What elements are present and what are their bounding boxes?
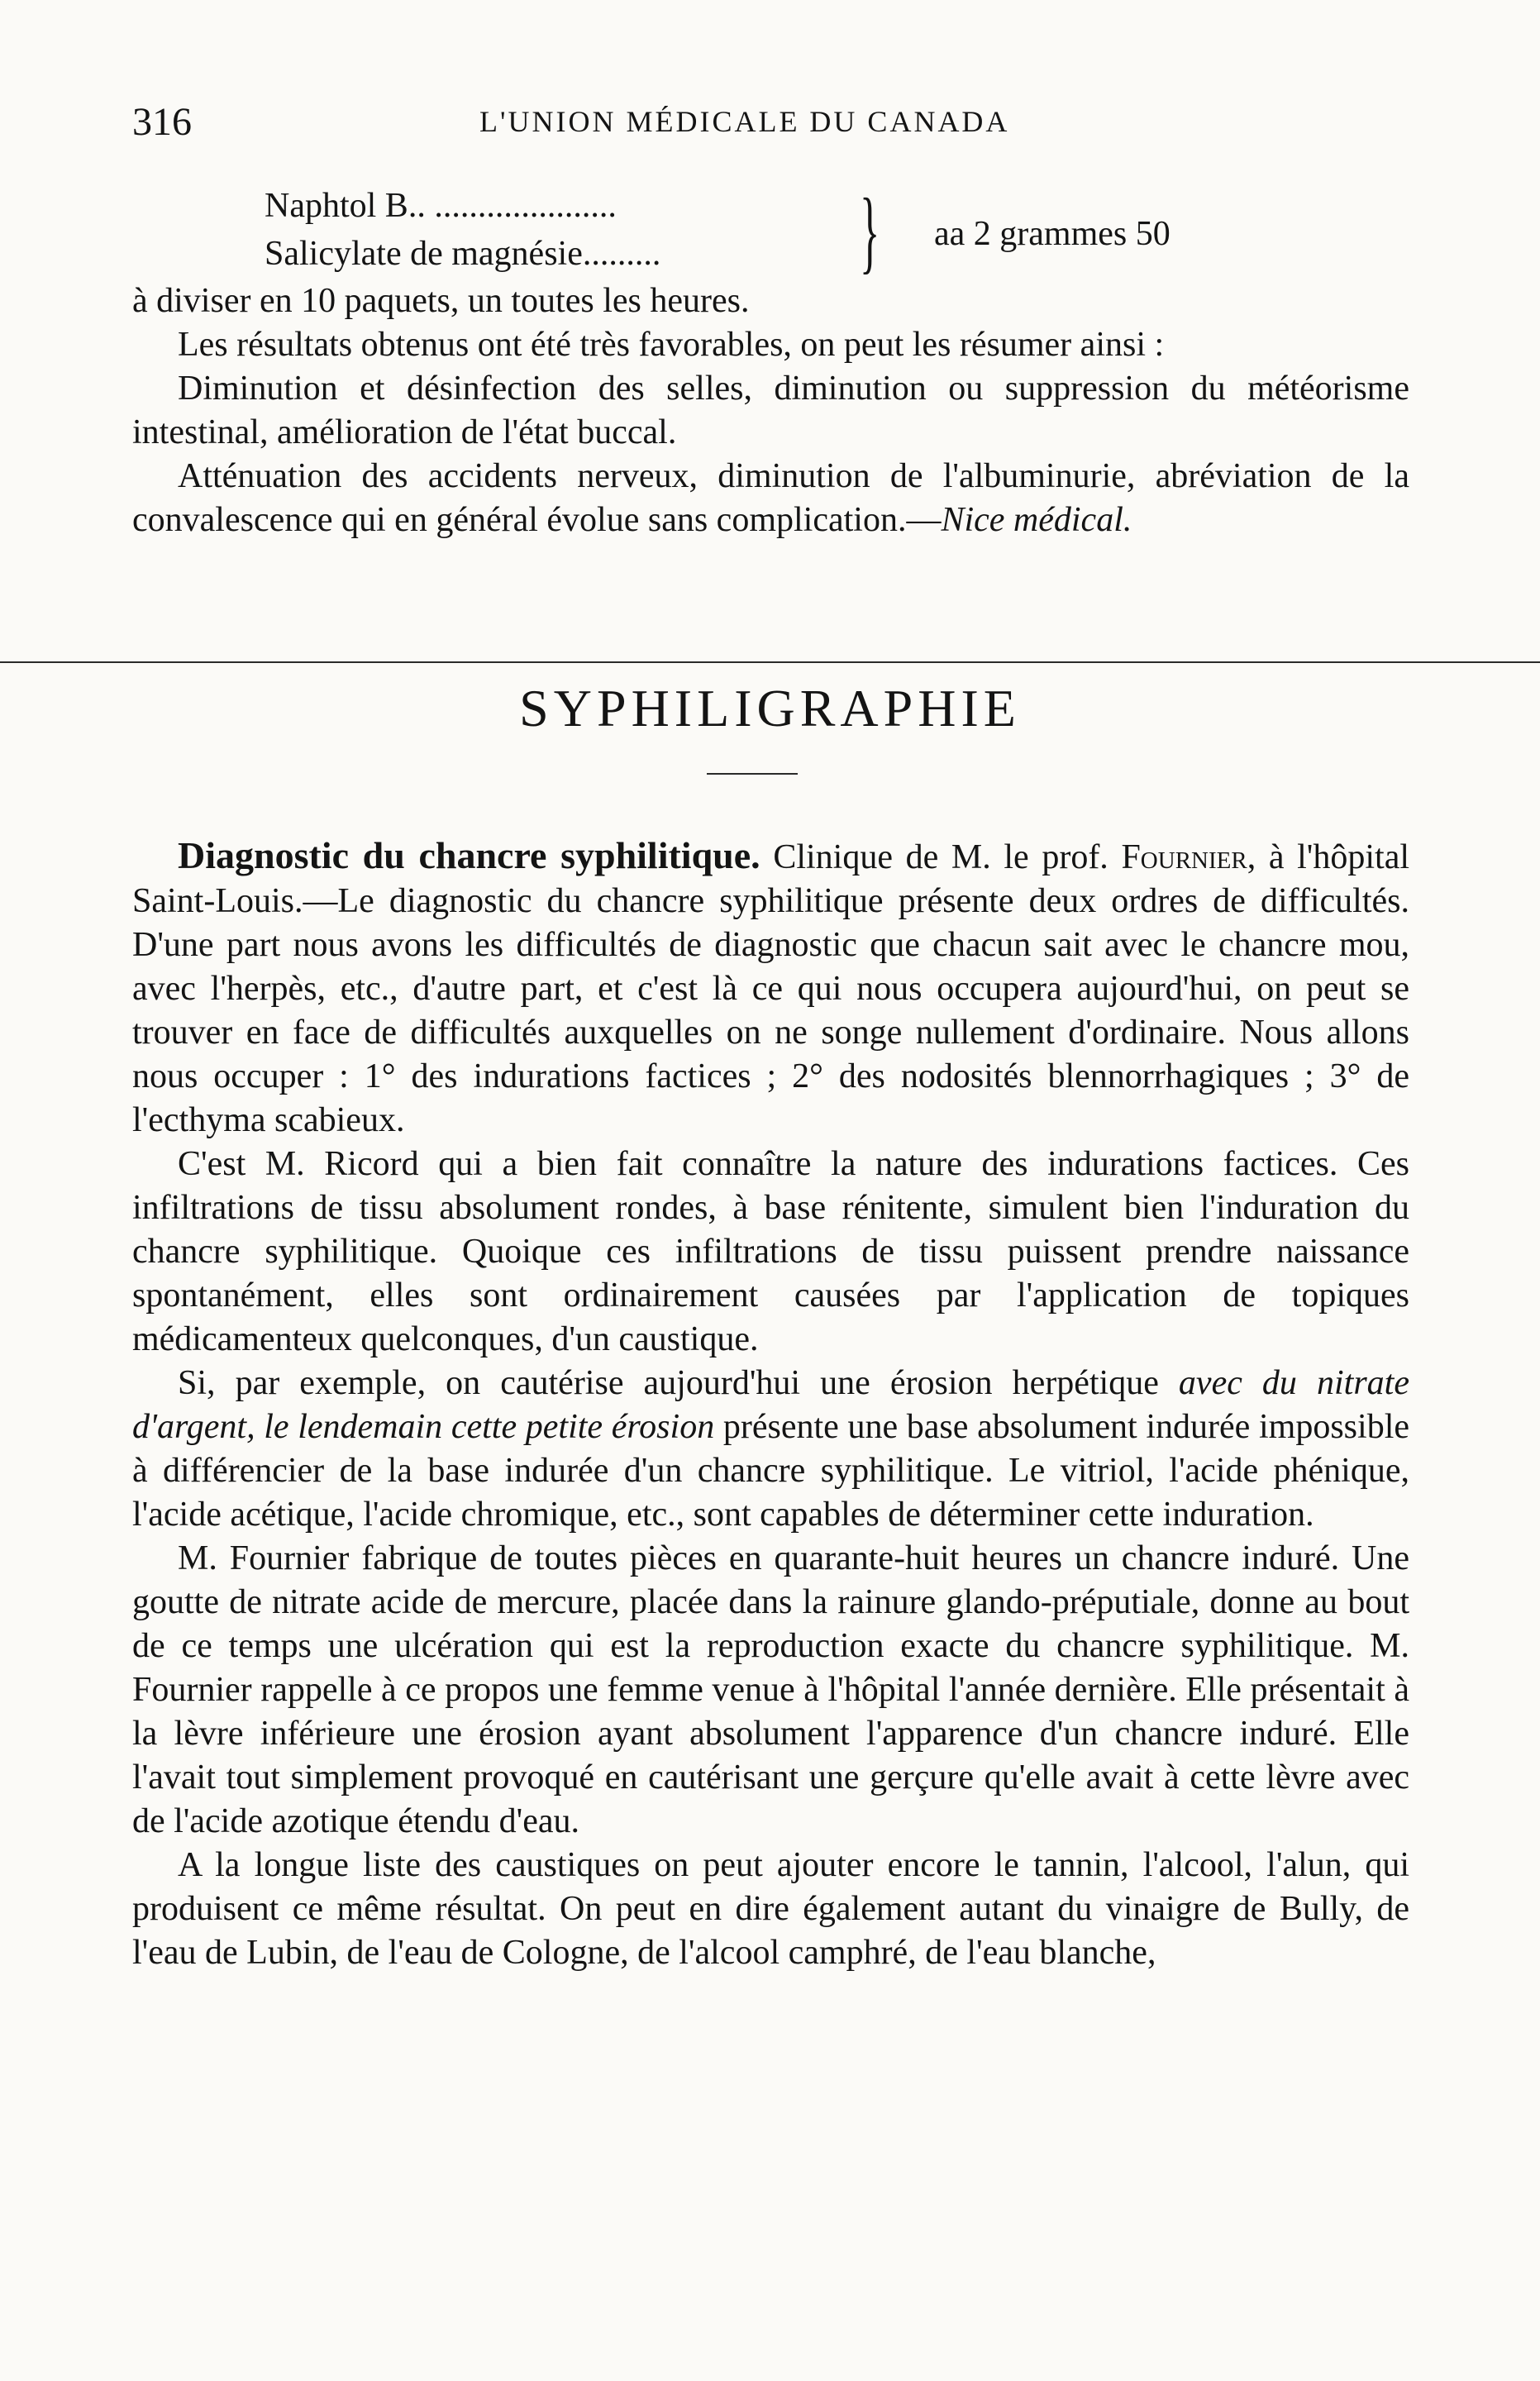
p3-after: présente une base absolument indurée impossible à différencier de la base indurée d'un chancre syphilitique. Le vitriol, l'acide phénique, l'acide acétique, l'acide chromique, etc., sont capables de déterminer cette induration. bbox=[132, 1408, 1410, 1534]
intro-after-name: à l'hôpital Saint-Louis.—Le diagnostic du chancre syphilitique présente deux ordres de difficultés. D'une part nous avons les difficultés de diagnostic que chacun sait avec le chancre mou, avec l'herpès, etc., d'autre part, et c'est là ce qui nous occupera aujourd'hui, on peut se trouver en face de difficultés auxquelles on ne songe nullement d'ordinaire. Nous allons nous occuper : 1° des indurations factices ; 2° des nodosités blennorrhagiques ; 3° de l'ecthyma scabieux. bbox=[132, 838, 1410, 1139]
diminution-paragraph: Diminution et désinfection des selles, diminution ou suppression du météorisme intestinal, amélioration de l'état buccal. bbox=[132, 370, 1409, 451]
nice-medical-excerpt bbox=[132, 279, 1409, 542]
formula-dose: aa 2 grammes 50 bbox=[934, 215, 1170, 253]
source-citation: Nice médical. bbox=[941, 501, 1132, 539]
running-head bbox=[132, 99, 1405, 149]
section-divider bbox=[0, 661, 1540, 663]
intro-before-name: Clinique de M. le prof. bbox=[773, 838, 1109, 876]
dosage-instruction: à diviser en 10 paquets, un toutes les heures. bbox=[132, 282, 750, 320]
formula-line-salicylate: Salicylate de magnésie......... bbox=[265, 235, 661, 273]
section-title: SYPHILIGRAPHIE bbox=[519, 679, 1021, 737]
article-intro bbox=[132, 833, 1409, 1143]
attenuation-text: Atténuation des accidents nerveux, diminution de l'albuminurie, abréviation de la convalescence qui en général évolue sans complication.— bbox=[132, 457, 1409, 539]
journal-title: L'UNION MÉDICALE DU CANADA bbox=[479, 105, 1010, 138]
results-paragraph: Les résultats obtenus ont été très favorables, on peut les résumer ainsi : bbox=[178, 326, 1165, 364]
cauterisation-paragraph bbox=[132, 1362, 1409, 1537]
page-number: 316 bbox=[132, 100, 192, 144]
attenuation-paragraph bbox=[132, 455, 1409, 542]
fournier-paragraph: M. Fournier fabrique de toutes pièces en quarante-huit heures un chancre induré. Une goutte de nitrate acide de mercure, placée dans la rainure glando-préputiale, donne au bout de ce temps une ulcération qui est la reproduction exacte du chancre syphilitique. M. Fournier rappelle à ce propos une femme venue à l'hôpital l'année dernière. Elle présentait à la lèvre inférieure une érosion ayant absolument l'apparence d'un chancre induré. Elle l'avait tout simplement provoqué en cautérisant une gerçure qu'elle avait à cette lèvre avec de l'acide azotique étendu d'eau. bbox=[132, 1539, 1409, 1840]
prescription-formula bbox=[265, 182, 1339, 281]
professor-name: Fournier, bbox=[1121, 838, 1256, 876]
title-underline bbox=[707, 773, 798, 775]
ricord-paragraph: C'est M. Ricord qui a bien fait connaître la nature des indurations factices. Ces infiltrations de tissu absolument rondes, à base rénitente, simulent bien l'induration du chancre syphilitique. Quoique ces infiltrations de tissu puissent prendre naissance spontanément, elles sont ordinairement causées par l'application de topiques médicamenteux quelconques, d'un caustique. bbox=[132, 1145, 1409, 1358]
formula-brace: } bbox=[860, 180, 880, 283]
p3-before: Si, par exemple, on cautérise aujourd'hui une érosion herpétique bbox=[178, 1364, 1159, 1402]
article-body bbox=[132, 833, 1409, 1975]
formula-line-naphtol: Naphtol B.. ..................... bbox=[265, 187, 617, 225]
caustics-paragraph: A la longue liste des caustiques on peut ajouter encore le tannin, l'alcool, l'alun, qui produisent ce même résultat. On peut en dire également autant du vinaigre de Bully, de l'eau de Lubin, de l'eau de Cologne, de l'alcool camphré, de l'eau blanche, bbox=[132, 1846, 1409, 1972]
p3-italic: avec du nitrate d'argent, le lendemain cette petite érosion bbox=[132, 1364, 1409, 1446]
article-title: Diagnostic du chancre syphilitique. bbox=[178, 834, 760, 876]
